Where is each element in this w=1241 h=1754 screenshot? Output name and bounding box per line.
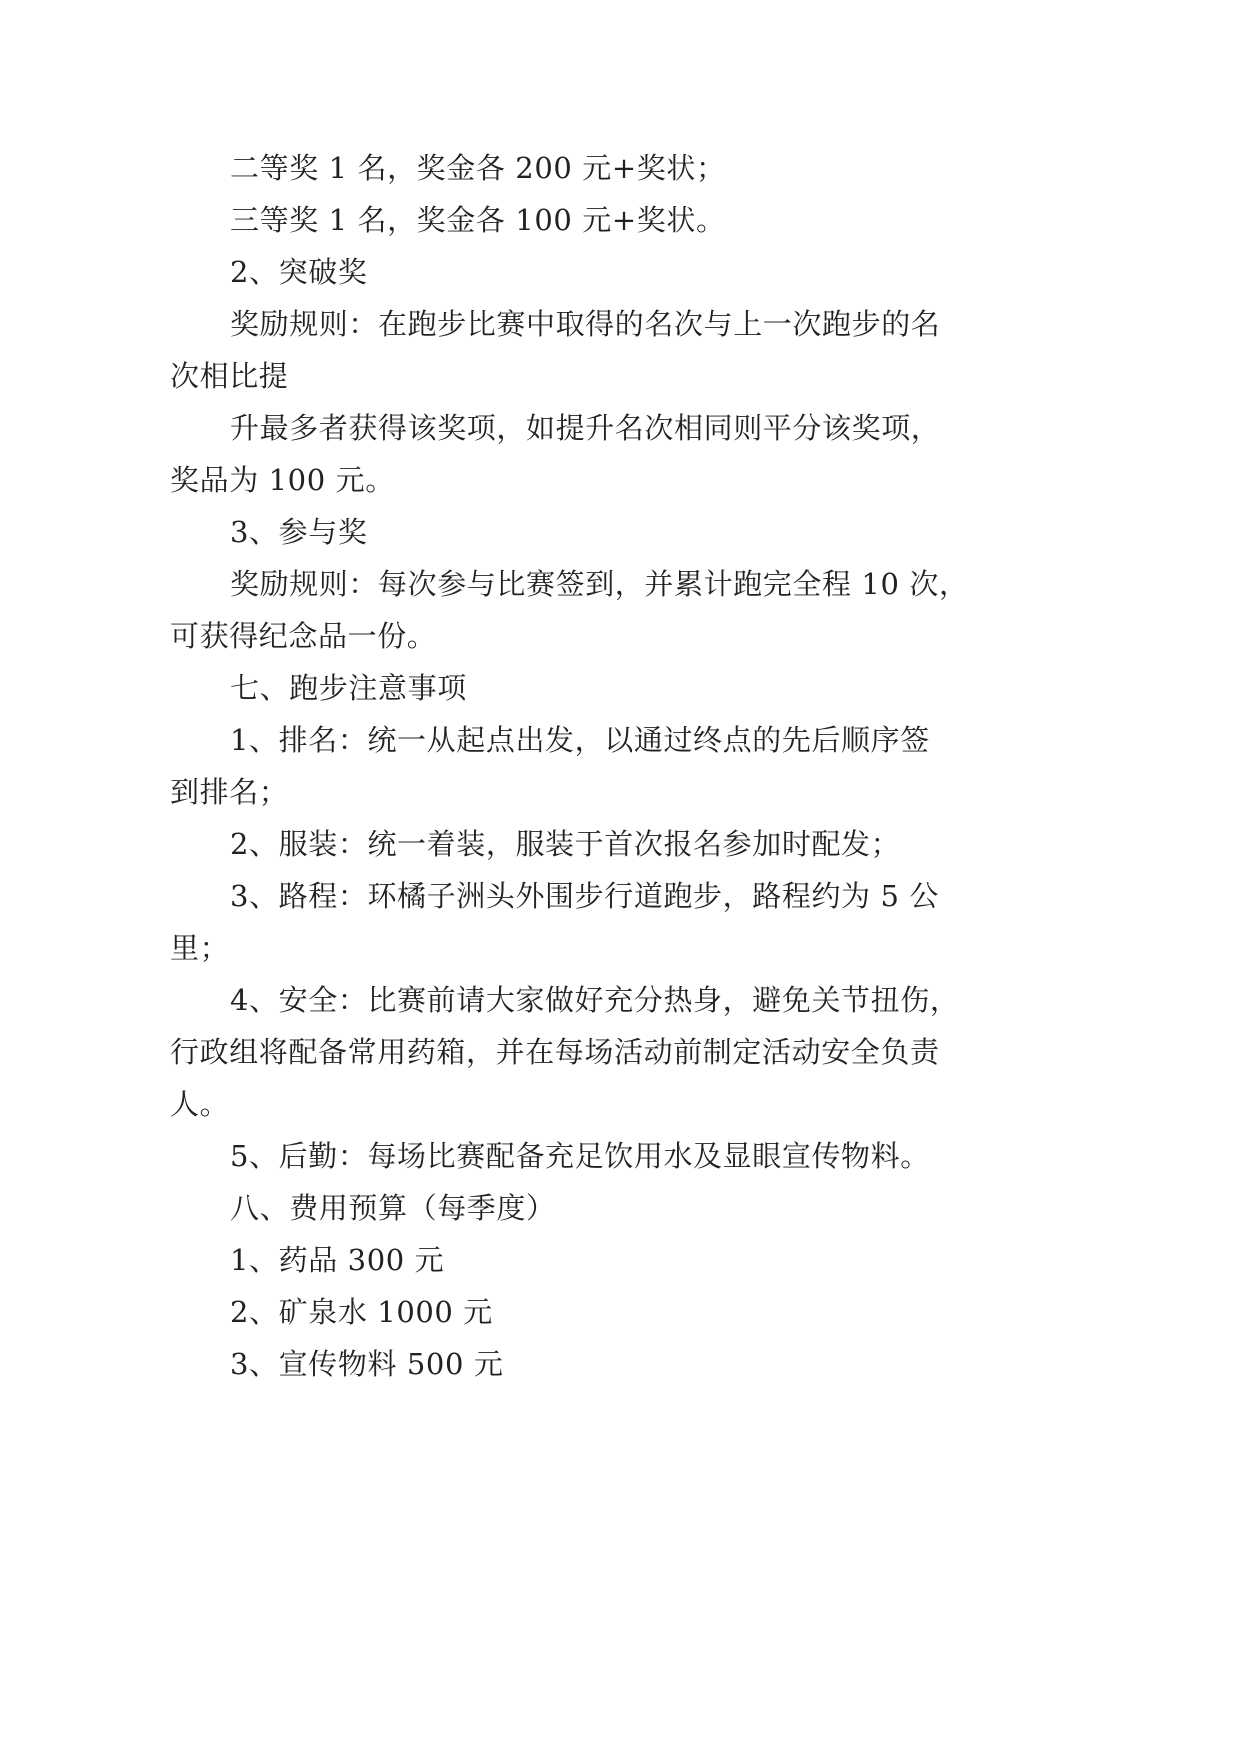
text-line: 人。	[170, 1087, 230, 1121]
paragraph-safety	[170, 974, 970, 1130]
text-line: 三等奖 1 名，奖金各 100 元+奖状。	[230, 203, 726, 237]
budget-item-water	[170, 1286, 970, 1338]
text-line: 次相比提	[170, 359, 289, 393]
text-line: 3、宣传物料 500 元	[230, 1347, 504, 1381]
text-line: 奖励规则：在跑步比赛中取得的名次与上一次跑步的名	[230, 307, 941, 341]
text-line: 1、排名：统一从起点出发，以通过终点的先后顺序签	[230, 723, 930, 757]
paragraph-logistics	[170, 1130, 970, 1182]
budget-item-medicine	[170, 1234, 970, 1286]
text-line: 里；	[170, 931, 230, 965]
paragraph-third-prize	[170, 194, 970, 246]
heading-budget	[170, 1182, 970, 1234]
text-line: 可获得纪念品一份。	[170, 619, 437, 653]
text-line: 升最多者获得该奖项，如提升名次相同则平分该奖项，	[230, 411, 941, 445]
text-line: 奖品为 100 元。	[170, 463, 395, 497]
text-line: 3、参与奖	[230, 515, 368, 549]
document-page	[170, 142, 970, 1390]
text-line: 到排名；	[170, 775, 289, 809]
heading-breakthrough-award	[170, 246, 970, 298]
paragraph-breakthrough-rules	[170, 298, 970, 402]
text-line: 行政组将配备常用药箱，并在每场活动前制定活动安全负责	[170, 1035, 940, 1069]
text-line: 奖励规则：每次参与比赛签到，并累计跑完全程 10 次，	[230, 567, 969, 601]
text-line: 2、服装：统一着装，服装于首次报名参加时配发；	[230, 827, 901, 861]
text-line: 4、安全：比赛前请大家做好充分热身，避免关节扭伤，	[230, 983, 960, 1017]
text-line: 2、矿泉水 1000 元	[230, 1295, 493, 1329]
text-line: 3、路程：环橘子洲头外围步行道跑步，路程约为 5 公	[230, 879, 939, 913]
paragraph-clothing	[170, 818, 970, 870]
paragraph-participation-rules	[170, 558, 970, 662]
paragraph-route	[170, 870, 970, 974]
text-line: 二等奖 1 名，奖金各 200 元+奖状；	[230, 151, 726, 185]
paragraph-second-prize	[170, 142, 970, 194]
text-line: 1、药品 300 元	[230, 1243, 445, 1277]
heading-running-notes	[170, 662, 970, 714]
paragraph-ranking	[170, 714, 970, 818]
text-line: 5、后勤：每场比赛配备充足饮用水及显眼宣传物料。	[230, 1139, 930, 1173]
text-line: 2、突破奖	[230, 255, 368, 289]
text-line: 七、跑步注意事项	[230, 671, 467, 705]
budget-item-promo-materials	[170, 1338, 970, 1390]
text-line: 八、费用预算（每季度）	[230, 1191, 556, 1225]
paragraph-breakthrough-rules-cont	[170, 402, 970, 506]
heading-participation-award	[170, 506, 970, 558]
